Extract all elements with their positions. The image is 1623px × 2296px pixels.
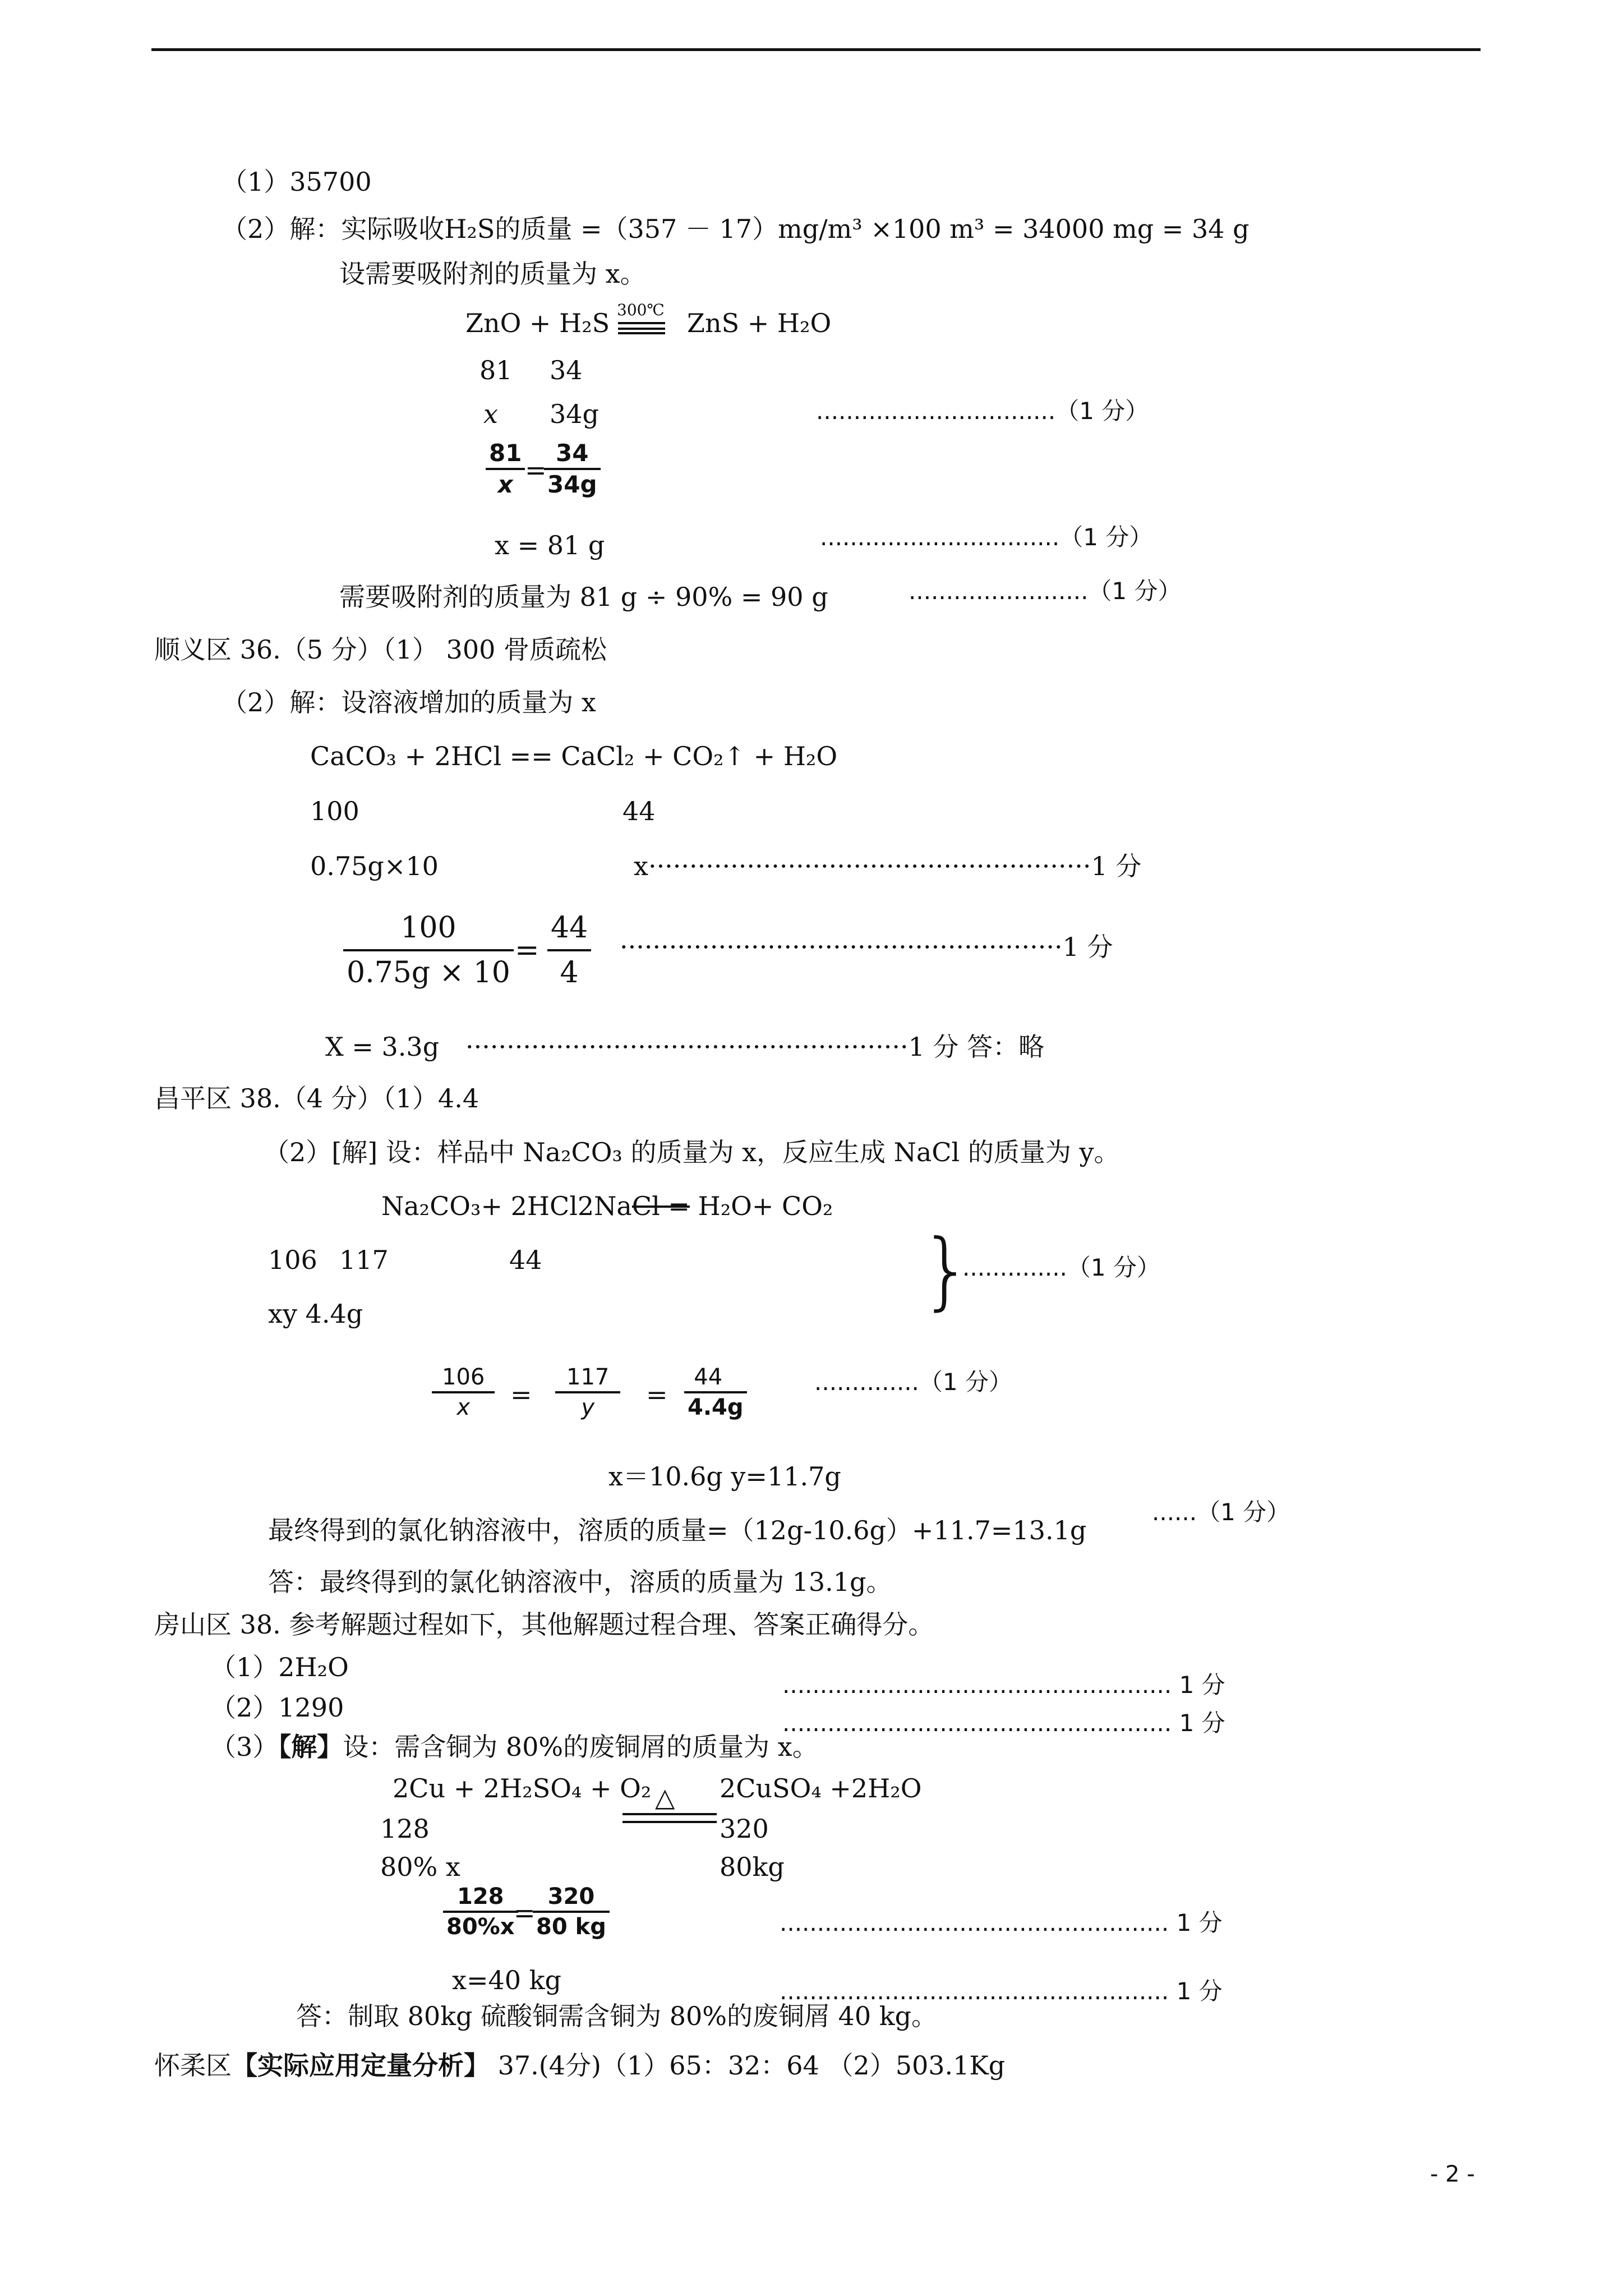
score-dots: ······················································1 分 xyxy=(620,932,1113,962)
fangshan-solution: （3）【解】设：需含铜为 80%的废铜屑的质量为 x。 xyxy=(210,1732,818,1762)
fraction-denominator: y xyxy=(581,1395,595,1420)
changping-fraction-3 xyxy=(684,1363,747,1421)
molar-mass-h2s: 34 xyxy=(550,355,583,385)
fraction-denominator: 80 kg xyxy=(536,1914,606,1940)
shunyi-header: 顺义区 36.（5 分）（1） 300 骨质疏松 xyxy=(154,634,607,665)
fangshan-unknown: 80% x xyxy=(380,1852,460,1882)
fraction-denominator: 4 xyxy=(560,956,579,990)
fraction-denominator: x xyxy=(497,471,513,498)
score-dots: ........................（1 分） xyxy=(909,577,1182,605)
changping-solute-mass: 最终得到的氯化钠溶液中，溶质的质量=（12g-10.6g）+11.7=13.1g xyxy=(268,1515,1087,1545)
shunyi-mass-44: 44 xyxy=(623,796,656,826)
shunyi-equation: CaCO₃ + 2HCl == CaCl₂ + CO₂↑ + H₂O xyxy=(310,741,838,771)
score-dots: ······················································1 分 答：略 xyxy=(465,1032,1045,1062)
shunyi-fraction-left xyxy=(343,907,514,994)
score-dots: .................................................... 1 分 xyxy=(782,1671,1225,1699)
score-dots: ................................（1 分） xyxy=(820,523,1153,551)
fangshan-header: 房山区 38. 参考解题过程如下，其他解题过程合理、答案正确得分。 xyxy=(154,1609,934,1640)
fangshan-given: 80kg xyxy=(720,1852,785,1882)
ratio-fraction-right xyxy=(544,439,601,499)
equation-left: ZnO + H₂S xyxy=(465,308,610,338)
huairou-line: 怀柔区【实际应用定量分析】 37.(4分)（1）65：32：64 （2）503.1Kg xyxy=(154,2050,1006,2081)
fraction-numerator: 81 xyxy=(486,439,525,470)
fraction-numerator: 117 xyxy=(555,1363,620,1393)
fraction-denominator: 80%x xyxy=(446,1914,515,1940)
answer-1: （1）35700 xyxy=(222,167,372,197)
fangshan-equation-left: 2Cu + 2H₂SO₄ + O₂ xyxy=(393,1773,652,1803)
fraction-denominator: 4.4g xyxy=(688,1395,744,1420)
changping-answer: 答：最终得到的氯化钠溶液中，溶质的质量为 13.1g。 xyxy=(268,1567,892,1597)
fangshan-mass-320: 320 xyxy=(720,1814,769,1844)
fraction-numerator: 44 xyxy=(547,907,591,951)
changping-mass-106: 106 xyxy=(268,1245,317,1275)
fraction-denominator: 0.75g × 10 xyxy=(347,956,510,990)
changping-header: 昌平区 38.（4 分）（1）4.4 xyxy=(154,1083,479,1114)
result-x: x = 81 g xyxy=(495,530,605,560)
page-number: - 2 - xyxy=(1430,2161,1475,2187)
ratio-fraction-left xyxy=(486,439,525,499)
shunyi-mass-100: 100 xyxy=(310,796,359,826)
score-dots: ......（1 分） xyxy=(1152,1498,1290,1526)
fangshan-equation-right: 2CuSO₄ +2H₂O xyxy=(720,1773,922,1803)
changping-mass-44: 44 xyxy=(509,1245,542,1275)
changping-results: x＝10.6g y=11.7g xyxy=(608,1461,841,1492)
score-dots: .................................................... 1 分 xyxy=(780,1977,1223,2005)
answer-2-line: （2）解：实际吸收H₂S的质量 =（357 － 17）mg/m³ ×100 m³ = 34000 mg = 34 g xyxy=(222,214,1249,244)
score-dots: ..............（1 分） xyxy=(814,1368,1012,1396)
score-dots: .................................................... 1 分 xyxy=(780,1909,1223,1936)
fraction-numerator: 106 xyxy=(432,1363,495,1393)
fangshan-fraction-left xyxy=(443,1883,518,1941)
score-dots: ................................（1 分） xyxy=(816,397,1149,425)
fangshan-mass-128: 128 xyxy=(380,1814,430,1844)
changping-mass-117: 117 xyxy=(339,1245,389,1275)
equals-sign: = xyxy=(514,1898,536,1928)
fangshan-fraction-right xyxy=(533,1883,610,1941)
unknown-x: x xyxy=(483,399,498,429)
equals-sign: = xyxy=(525,455,547,485)
changping-fraction-2 xyxy=(555,1363,620,1421)
fraction-numerator: 320 xyxy=(533,1883,610,1913)
changping-unknowns: xy 4.4g xyxy=(268,1299,363,1329)
changping-fraction-1 xyxy=(432,1363,495,1421)
fraction-numerator: 100 xyxy=(343,907,514,951)
equation-right: ZnS + H₂O xyxy=(687,308,832,338)
header-rule xyxy=(151,48,1481,51)
reaction-double-line xyxy=(623,1813,717,1823)
changping-equation: Na₂CO₃+ 2HCl2NaCl = H₂O+ CO₂ xyxy=(381,1191,833,1221)
fraction-denominator: x xyxy=(457,1395,471,1420)
set-variable-line: 设需要吸附剂的质量为 x。 xyxy=(339,259,646,289)
struck-text: Cl = xyxy=(631,1191,690,1221)
fraction-denominator: 34g xyxy=(547,471,597,498)
fraction-numerator: 44 xyxy=(684,1363,747,1393)
score-dots: .................................................... 1 分 xyxy=(782,1709,1225,1737)
equals-sign: = xyxy=(646,1379,668,1410)
shunyi-fraction-right xyxy=(547,907,591,994)
fangshan-answer-1: （1）2H₂O xyxy=(210,1652,349,1682)
fangshan-answer: 答：制取 80kg 硫酸铜需含铜为 80%的废铜屑 40 kg。 xyxy=(296,2001,938,2031)
equals-sign: = xyxy=(515,933,540,967)
fraction-numerator: 34 xyxy=(544,439,601,470)
right-brace: } xyxy=(920,1222,974,1319)
shunyi-given: 0.75g×10 xyxy=(310,851,439,881)
changping-solution: （2）[解] 设：样品中 Na₂CO₃ 的质量为 x，反应生成 NaCl 的质量为 y。 xyxy=(264,1137,1120,1167)
mass-34g: 34g xyxy=(550,399,599,429)
reaction-condition: 300℃ xyxy=(617,301,665,319)
shunyi-x-dots: x······················································1 分 xyxy=(634,851,1142,881)
fangshan-result: x=40 kg xyxy=(452,1965,561,1995)
fangshan-answer-2: （2）1290 xyxy=(210,1692,344,1723)
shunyi-solution: （2）解：设溶液增加的质量为 x xyxy=(222,687,596,717)
adsorbent-mass-line: 需要吸附剂的质量为 81 g ÷ 90% = 90 g xyxy=(339,582,828,612)
shunyi-result: X = 3.3g xyxy=(325,1032,440,1062)
equals-sign: = xyxy=(510,1379,532,1410)
fraction-numerator: 128 xyxy=(443,1883,518,1913)
score-dots: ..............（1 分） xyxy=(962,1254,1160,1281)
reaction-condition: △ xyxy=(655,1782,675,1812)
molar-mass-zno: 81 xyxy=(479,355,513,385)
